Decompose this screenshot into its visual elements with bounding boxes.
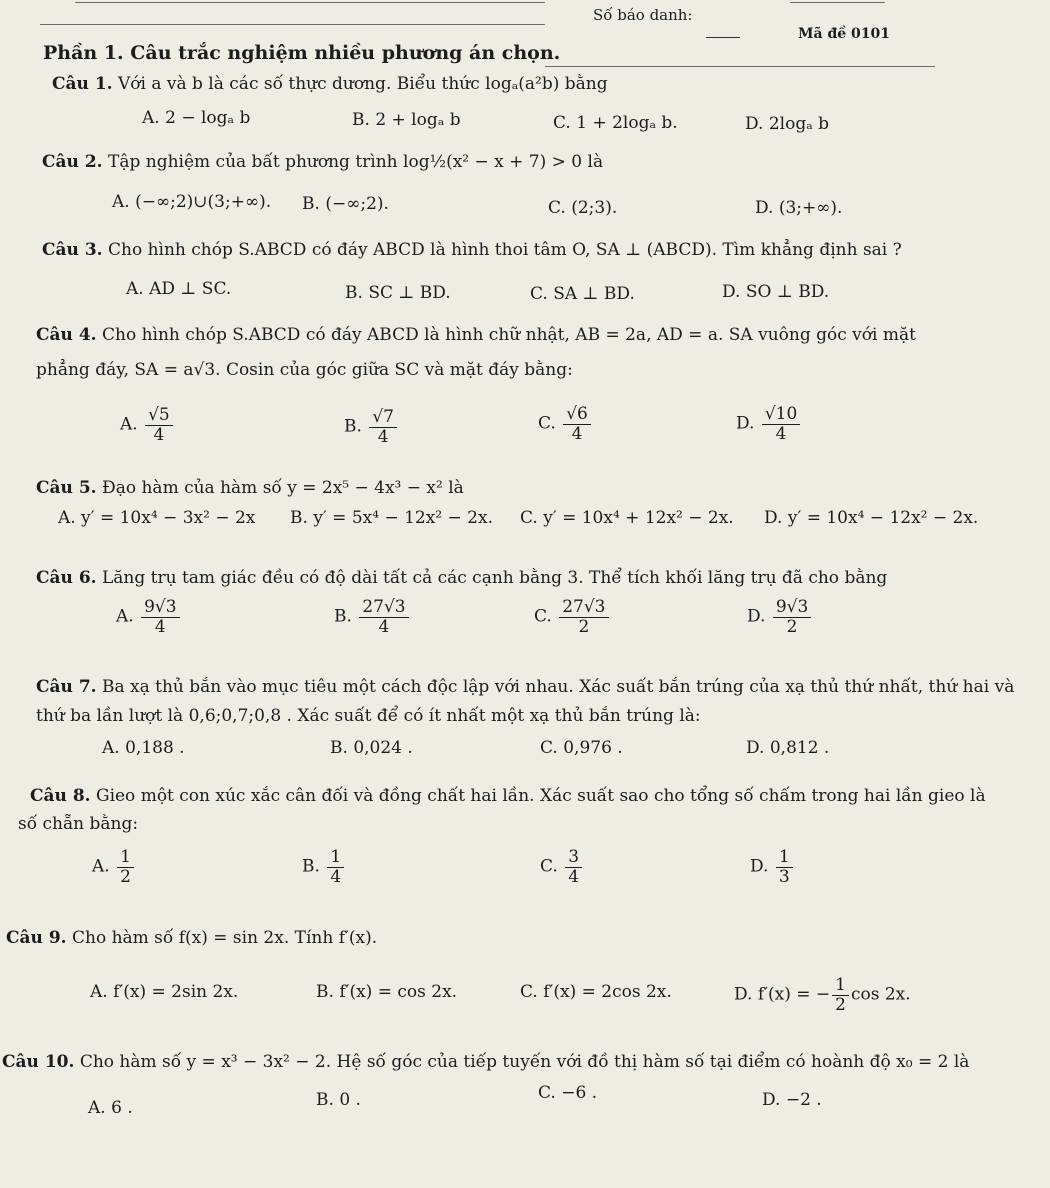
q6-option-a-fraction: $\frac{9√3}{4}$	[141, 598, 179, 636]
q8-option-a: A. $\frac{1}{2}$	[92, 848, 136, 886]
question-7: Câu 7. Ba xạ thủ bắn vào mục tiêu một cách độc lập với nhau. Xác suất bắn trúng của xạ thủ thứ nhất, thứ hai và	[36, 677, 1015, 697]
q4-option-d-fraction: $\frac{√10}{4}$	[762, 405, 800, 443]
q6-option-b: B. $\frac{27√3}{4}$	[334, 598, 411, 636]
q7-option-a: A. 0,188 .	[102, 738, 185, 758]
q4-option-c: C. $\frac{√6}{4}$	[538, 405, 593, 443]
candidate-number-blank	[706, 37, 740, 38]
q8-option-d-fraction: $\frac{1}{3}$	[776, 848, 793, 886]
q4-option-a: A. $\frac{√5}{4}$	[120, 406, 175, 444]
question-4: Câu 4. Cho hình chóp S.ABCD có đáy ABCD là hình chữ nhật, AB = 2a, AD = a. SA vuông góc với mặt	[36, 325, 916, 345]
question-2: Câu 2. Tập nghiệm của bất phương trình log½(x² − x + 7) > 0 là	[42, 152, 604, 172]
q8-option-c-fraction: $\frac{3}{4}$	[565, 848, 582, 886]
question-7-line-2: thứ ba lần lượt là 0,6;0,7;0,8 . Xác suất để có ít nhất một xạ thủ bắn trúng là:	[36, 706, 701, 726]
q2-option-c: C. (2;3).	[548, 198, 618, 218]
q9-option-a: A. f′(x) = 2sin 2x.	[90, 982, 239, 1002]
q5-option-b: B. y′ = 5x⁴ − 12x² − 2x.	[290, 508, 493, 528]
question-3: Câu 3. Cho hình chóp S.ABCD có đáy ABCD là hình thoi tâm O, SA ⊥ (ABCD). Tìm khẳng định sai ?	[42, 240, 902, 260]
q5-option-c: C. y′ = 10x⁴ + 12x² − 2x.	[520, 508, 734, 528]
question-9: Câu 9. Cho hàm số f(x) = sin 2x. Tính f′(x).	[6, 928, 378, 948]
question-6: Câu 6. Lăng trụ tam giác đều có độ dài tất cả các cạnh bằng 3. Thể tích khối lăng trụ đã cho bằng	[36, 568, 888, 588]
q10-option-b: B. 0 .	[316, 1090, 361, 1110]
q6-option-b-fraction: $\frac{27√3}{4}$	[359, 598, 408, 636]
header-top-rule-right	[790, 2, 885, 3]
question-5: Câu 5. Đạo hàm của hàm số y = 2x⁵ − 4x³ − x² là	[36, 478, 464, 498]
q6-option-a: A. $\frac{9√3}{4}$	[116, 598, 182, 636]
q4-option-b-fraction: $\frac{√7}{4}$	[369, 408, 397, 446]
q9-option-c: C. f′(x) = 2cos 2x.	[520, 982, 672, 1002]
q10-option-d: D. −2 .	[762, 1090, 822, 1110]
q3-option-a: A. AD ⊥ SC.	[126, 279, 232, 299]
q9-option-b: B. f′(x) = cos 2x.	[316, 982, 458, 1002]
q9-option-d-fraction: $\frac{1}{2}$	[832, 976, 849, 1014]
q4-option-b: B. $\frac{√7}{4}$	[344, 408, 399, 446]
q8-option-d: D. $\frac{1}{3}$	[750, 848, 795, 886]
candidate-number-label: Số báo danh:	[593, 6, 693, 24]
q4-option-c-fraction: $\frac{√6}{4}$	[563, 405, 591, 443]
q8-option-b-fraction: $\frac{1}{4}$	[327, 848, 344, 886]
q3-option-b: B. SC ⊥ BD.	[345, 283, 451, 303]
question-8: Câu 8. Gieo một con xúc xắc cân đối và đồng chất hai lần. Xác suất sao cho tổng số chấm trong hai lần gieo là	[30, 786, 986, 806]
section-title: Phần 1. Câu trắc nghiệm nhiều phương án chọn.	[43, 42, 561, 64]
header-mid-rule	[40, 24, 545, 25]
q8-option-a-fraction: $\frac{1}{2}$	[117, 848, 134, 886]
q6-option-d-fraction: $\frac{9√3}{2}$	[773, 598, 811, 636]
q5-option-d: D. y′ = 10x⁴ − 12x² − 2x.	[764, 508, 979, 528]
q9-option-d: D. f′(x) = − $\frac{1}{2}$ cos 2x.	[734, 975, 911, 1015]
q1-option-c: C. 1 + 2logₐ b.	[553, 113, 678, 133]
q2-option-a: A. (−∞;2)∪(3;+∞).	[112, 192, 272, 212]
q10-option-a: A. 6 .	[88, 1098, 133, 1118]
question-8-line-2: số chẵn bằng:	[18, 814, 139, 834]
header-top-rule	[75, 2, 545, 3]
q10-option-c: C. −6 .	[538, 1083, 598, 1103]
q4-option-a-fraction: $\frac{√5}{4}$	[145, 406, 173, 444]
q8-option-c: C. $\frac{3}{4}$	[540, 848, 584, 886]
q2-option-b: B. (−∞;2).	[302, 194, 389, 214]
q3-option-d: D. SO ⊥ BD.	[722, 282, 830, 302]
q6-option-c: C. $\frac{27√3}{2}$	[534, 598, 611, 636]
q1-option-b: B. 2 + logₐ b	[352, 110, 461, 130]
q7-option-c: C. 0,976 .	[540, 738, 623, 758]
q6-option-d: D. $\frac{9√3}{2}$	[747, 598, 813, 636]
q2-option-d: D. (3;+∞).	[755, 198, 843, 218]
q7-option-d: D. 0,812 .	[746, 738, 830, 758]
q7-option-b: B. 0,024 .	[330, 738, 413, 758]
header-bottom-rule	[545, 66, 935, 67]
q3-option-c: C. SA ⊥ BD.	[530, 284, 635, 304]
q4-option-d: D. $\frac{√10}{4}$	[736, 405, 802, 443]
question-1: Câu 1. Với a và b là các số thực dương. Biểu thức logₐ(a²b) bằng	[52, 74, 608, 94]
q8-option-b: B. $\frac{1}{4}$	[302, 848, 346, 886]
q6-option-c-fraction: $\frac{27√3}{2}$	[559, 598, 608, 636]
q5-option-a: A. y′ = 10x⁴ − 3x² − 2x	[58, 508, 256, 528]
q1-option-d: D. 2logₐ b	[745, 114, 830, 134]
exam-code: Mã đề 0101	[798, 26, 890, 42]
question-10: Câu 10. Cho hàm số y = x³ − 3x² − 2. Hệ số góc của tiếp tuyến với đồ thị hàm số tại điểm có hoành độ x₀ = 2 là	[2, 1052, 970, 1072]
question-4-line-2: phẳng đáy, SA = a√3. Cosin của góc giữa SC và mặt đáy bằng:	[36, 360, 573, 380]
q1-option-a: A. 2 − logₐ b	[142, 108, 251, 128]
